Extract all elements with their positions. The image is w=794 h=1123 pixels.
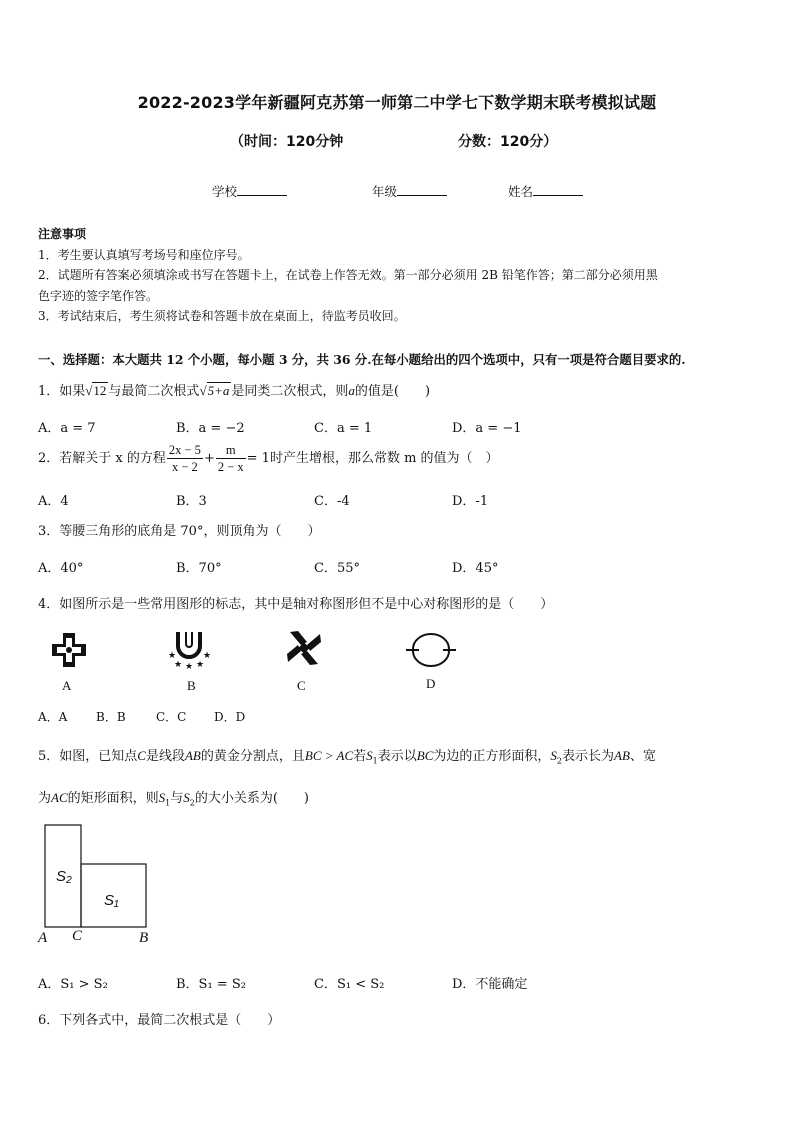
figure-label-a: A (62, 678, 72, 693)
question-1: 1．如果√12 与最简二次根式√5+a 是同类二次根式，则a的值是( ) (38, 383, 431, 399)
q4-option-a[interactable]: A．A (38, 710, 68, 724)
q3-option-b[interactable]: B．70° (176, 561, 222, 576)
question-5-line-1: 5．如图，已知点C是线段AB的黄金分割点，且BC > AC若$S_1$表示以BC为边的正方形面积，$S_2$表示长为AB、宽 (38, 748, 656, 766)
name-label: 姓名 (508, 184, 534, 199)
question-6: 6．下列各式中，最简二次根式是（ ） (38, 1013, 281, 1028)
s2-label: S₂ (56, 868, 72, 885)
sqrt-12: √12 (85, 383, 107, 398)
figure-label-b: B (187, 678, 196, 693)
exam-time: （时间：120分钟 (230, 134, 344, 150)
q5-option-b[interactable]: B．S₁ = S₂ (176, 977, 246, 992)
point-b-label: B (139, 930, 149, 946)
question-2: 2．若解关于 x 的方程 $\frac{2x - 5}{x - 2}$ + $\frac{m}{2 - x}$ = 1时产生增根，那么常数 m 的值为（ ） (38, 443, 499, 474)
notice-item: 色字迹的签字笔作答。 (38, 289, 159, 303)
page-title: 2022-2023学年新疆阿克苏第一师第二中学七下数学期末联考模拟试题 (137, 93, 657, 112)
q4-option-c[interactable]: C．C (156, 710, 187, 724)
q5-option-a[interactable]: A．S₁ > S₂ (38, 977, 108, 992)
q1-option-c[interactable]: C．a = 1 (314, 421, 373, 436)
question-3: 3．等腰三角形的底角是 70°，则顶角为（ ） (38, 524, 321, 539)
q4-option-d[interactable]: D．D (214, 710, 246, 724)
grade-blank[interactable] (397, 183, 447, 196)
svg-text:★: ★ (174, 660, 183, 670)
cross-symbol-icon (49, 630, 89, 670)
point-c-label: C (72, 928, 83, 944)
q2-option-c[interactable]: C．-4 (314, 494, 350, 509)
svg-text:★: ★ (185, 662, 194, 672)
pinwheel-icon (285, 628, 323, 668)
q3-option-c[interactable]: C．55° (314, 561, 360, 576)
question-4: 4．如图所示是一些常用图形的标志，其中是轴对称图形但不是中心对称图形的是（ ） (38, 597, 554, 612)
name-blank[interactable] (533, 183, 583, 196)
notice-item: 1．考生要认真填写考场号和座位序号。 (38, 248, 250, 262)
q3-option-a[interactable]: A．40° (38, 561, 84, 576)
name-field[interactable] (508, 182, 583, 200)
q5-option-d[interactable]: D．不能确定 (452, 977, 528, 992)
question-5-line-2: 为AC的矩形面积，则$S_1$与$S_2$的大小关系为( ) (38, 790, 310, 808)
fraction-1: $\frac{2x - 5}{x - 2}$ (168, 443, 201, 474)
fraction-2: $\frac{m}{2 - x}$ (217, 443, 244, 474)
grade-label: 年级 (372, 184, 398, 199)
point-a-label: A (38, 930, 48, 946)
q1-option-d[interactable]: D．a = −1 (452, 421, 522, 436)
school-blank[interactable] (237, 183, 287, 196)
exam-score: 分数：120分） (458, 134, 558, 150)
grade-field[interactable] (372, 182, 447, 200)
q2-option-d[interactable]: D．-1 (452, 494, 489, 509)
notice-item: 3．考试结束后，考生须将试卷和答题卡放在桌面上，待监考员收回。 (38, 309, 406, 323)
sqrt-5-plus-a: √5+a (199, 383, 230, 398)
notice-item: 2．试题所有答案必须填涂或书写在答题卡上，在试卷上作答无效。第一部分必须用 2B 铅笔作答；第二部分必须用黑 (38, 268, 658, 282)
q5-option-c[interactable]: C．S₁ < S₂ (314, 977, 385, 992)
q4-option-b[interactable]: B．B (96, 710, 126, 724)
magnet-stars-icon (165, 628, 213, 670)
q2-option-b[interactable]: B．3 (176, 494, 207, 509)
q2-option-a[interactable]: A．4 (38, 494, 69, 509)
notice-heading: 注意事项 (38, 227, 87, 241)
svg-text:★: ★ (168, 651, 177, 661)
q1-option-b[interactable]: B．a = −2 (176, 421, 245, 436)
svg-text:★: ★ (196, 660, 205, 670)
circle-arrows-icon (405, 632, 457, 668)
figure-label-c: C (297, 678, 306, 693)
svg-text:★: ★ (203, 651, 212, 661)
school-label: 学校 (212, 184, 238, 199)
s1-label: S₁ (104, 892, 119, 909)
school-field[interactable] (212, 182, 287, 200)
q3-option-d[interactable]: D．45° (452, 561, 499, 576)
q1-option-a[interactable]: A．a = 7 (38, 421, 96, 436)
figure-label-d: D (426, 676, 436, 691)
section-heading: 一、选择题：本大题共 12 个小题，每小题 3 分，共 36 分.在每小题给出的四个选项中，只有一项是符合题目要求的. (38, 352, 686, 367)
